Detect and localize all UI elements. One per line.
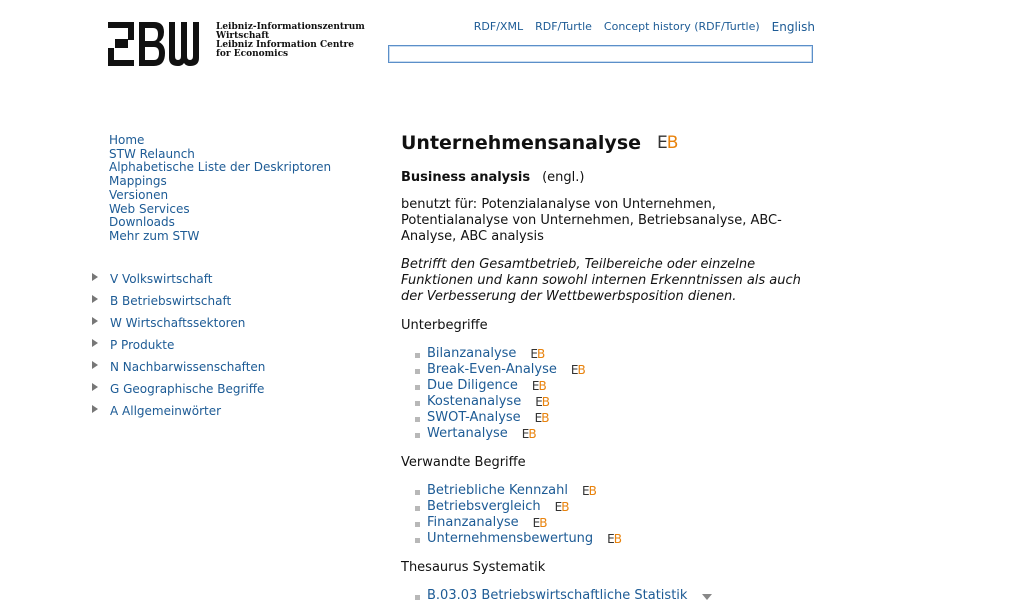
bullet-square-icon bbox=[415, 522, 420, 527]
eb-icon[interactable] bbox=[555, 499, 569, 515]
nav-more-about-stw[interactable]: Mehr zum STW bbox=[109, 228, 200, 243]
bullet-square-icon bbox=[415, 401, 420, 406]
concept-title: Unternehmensanalyse bbox=[401, 132, 642, 154]
eb-icon[interactable] bbox=[535, 394, 549, 410]
list-item bbox=[415, 515, 821, 531]
chevron-down-icon[interactable] bbox=[702, 594, 712, 600]
left-navigation bbox=[109, 134, 349, 244]
narrower-term-link[interactable]: SWOT-Analyse bbox=[427, 410, 521, 425]
eb-icon-b: B bbox=[541, 411, 549, 425]
tree-node-w[interactable] bbox=[92, 312, 352, 334]
list-item bbox=[415, 394, 821, 410]
narrower-terms-list bbox=[415, 346, 821, 442]
eb-icon[interactable] bbox=[522, 426, 536, 442]
tree-node-p[interactable] bbox=[92, 334, 352, 356]
list-item bbox=[415, 410, 821, 426]
expand-triangle-icon[interactable] bbox=[92, 405, 98, 413]
nav-web-services[interactable]: Web Services bbox=[109, 201, 190, 216]
logo-text-line: for Economics bbox=[216, 49, 289, 59]
related-term-link[interactable]: Betriebliche Kennzahl bbox=[427, 483, 568, 498]
top-links bbox=[470, 20, 815, 34]
eb-icon-b: B bbox=[588, 484, 596, 498]
language-english-link[interactable]: English bbox=[771, 20, 815, 34]
scope-note: Betrifft den Gesamtbetrieb, Teilbereiche oder einzelne Funktionen und kann sowohl internen Erkenntnissen als auch der Verbesserung der Wettbewerbsposition dienen. bbox=[401, 257, 801, 304]
list-item bbox=[415, 531, 821, 547]
expand-triangle-icon[interactable] bbox=[92, 295, 98, 303]
eb-icon-b: B bbox=[541, 395, 550, 409]
concept-detail bbox=[401, 130, 821, 604]
eb-icon[interactable] bbox=[571, 362, 585, 378]
nav-versions[interactable]: Versionen bbox=[109, 187, 169, 202]
logo-text-line: Wirtschaft bbox=[216, 31, 270, 41]
eb-icon[interactable] bbox=[530, 346, 544, 362]
eb-icon-e: E bbox=[535, 395, 542, 409]
tree-node-n[interactable] bbox=[92, 356, 352, 378]
eb-icon-e: E bbox=[607, 532, 614, 546]
tree-node-label[interactable]: P Produkte bbox=[110, 338, 175, 352]
nav-home[interactable]: Home bbox=[109, 133, 145, 147]
list-item bbox=[415, 499, 821, 515]
concept-history-link[interactable]: Concept history (RDF/Turtle) bbox=[603, 20, 760, 33]
tree-node-label[interactable]: V Volkswirtschaft bbox=[110, 272, 213, 286]
tree-node-a[interactable] bbox=[92, 400, 352, 422]
bullet-square-icon bbox=[415, 538, 420, 543]
used-for-text: benutzt für: Potenzialanalyse von Unternehmen, Potentialanalyse von Unternehmen, Betriebsanalyse, ABC-Analyse, ABC analysis bbox=[401, 197, 782, 244]
logo-text-line: Leibniz-Informationszentrum bbox=[216, 22, 365, 32]
list-item bbox=[415, 362, 821, 378]
eb-icon-b: B bbox=[538, 379, 546, 393]
eb-icon-b: B bbox=[613, 532, 621, 546]
related-term-link[interactable]: Betriebsvergleich bbox=[427, 499, 541, 514]
narrower-term-link[interactable]: Kostenanalyse bbox=[427, 394, 522, 409]
systematics-heading: Thesaurus Systematik bbox=[401, 560, 546, 575]
eb-icon-e: E bbox=[581, 484, 589, 498]
bullet-square-icon bbox=[415, 369, 420, 374]
eb-icon-e: E bbox=[534, 411, 542, 425]
narrower-term-link[interactable]: Bilanzanalyse bbox=[427, 346, 517, 361]
nav-downloads[interactable]: Downloads bbox=[109, 215, 175, 230]
list-item bbox=[415, 426, 821, 442]
eb-icon[interactable] bbox=[533, 515, 547, 531]
tree-node-label[interactable]: A Allgemeinwörter bbox=[110, 404, 222, 418]
list-item bbox=[415, 378, 821, 394]
eb-icon[interactable] bbox=[607, 531, 621, 547]
zbw-logo[interactable] bbox=[108, 22, 365, 68]
eb-icon-e: E bbox=[554, 500, 562, 514]
english-label-row bbox=[401, 170, 821, 185]
tree-node-v[interactable] bbox=[92, 268, 352, 290]
expand-triangle-icon[interactable] bbox=[92, 317, 98, 325]
eb-icon[interactable] bbox=[532, 378, 546, 394]
eb-icon-e: E bbox=[657, 133, 667, 153]
narrower-term-link[interactable]: Wertanalyse bbox=[427, 426, 508, 441]
nav-alphabetical-list[interactable]: Alphabetische Liste der Deskriptoren bbox=[109, 160, 332, 175]
rdf-turtle-link[interactable]: RDF/Turtle bbox=[535, 20, 592, 33]
page-title bbox=[401, 130, 821, 156]
expand-triangle-icon[interactable] bbox=[92, 361, 98, 369]
expand-triangle-icon[interactable] bbox=[92, 273, 98, 281]
eb-icon-b: B bbox=[537, 347, 545, 361]
bullet-square-icon bbox=[415, 353, 420, 358]
list-item bbox=[415, 346, 821, 362]
bullet-square-icon bbox=[415, 490, 420, 495]
bullet-square-icon bbox=[415, 433, 420, 438]
english-label: Business analysis bbox=[401, 170, 531, 185]
bullet-square-icon bbox=[415, 417, 420, 422]
tree-node-b[interactable] bbox=[92, 290, 352, 312]
bullet-square-icon bbox=[415, 595, 420, 600]
tree-node-label[interactable]: N Nachbarwissenschaften bbox=[110, 360, 266, 374]
expand-triangle-icon[interactable] bbox=[92, 339, 98, 347]
eb-icon-b: B bbox=[666, 133, 678, 153]
nav-stw-relaunch[interactable]: STW Relaunch bbox=[109, 146, 195, 161]
related-terms-heading: Verwandte Begriffe bbox=[401, 455, 526, 470]
eb-icon[interactable] bbox=[535, 410, 549, 426]
systematics-tree bbox=[92, 268, 352, 422]
list-item bbox=[415, 588, 821, 604]
tree-node-label[interactable]: G Geographische Begriffe bbox=[110, 382, 265, 396]
tree-node-label[interactable]: W Wirtschaftssektoren bbox=[110, 316, 246, 330]
eb-icon[interactable] bbox=[582, 483, 596, 499]
tree-node-label[interactable]: B Betriebswirtschaft bbox=[110, 294, 232, 308]
eb-icon-e: E bbox=[570, 363, 578, 377]
systematics-link[interactable]: B.03.03 Betriebswirtschaftliche Statistik bbox=[427, 588, 688, 603]
english-tag: (engl.) bbox=[542, 170, 585, 185]
bullet-square-icon bbox=[415, 385, 420, 390]
narrower-term-link[interactable]: Break-Even-Analyse bbox=[427, 362, 557, 377]
narrower-terms-heading: Unterbegriffe bbox=[401, 318, 488, 333]
eb-icon-b: B bbox=[577, 363, 585, 377]
related-terms-list bbox=[415, 483, 821, 547]
list-item bbox=[415, 483, 821, 499]
eb-icon-e: E bbox=[521, 427, 529, 441]
eb-icon-b: B bbox=[528, 427, 536, 441]
expand-triangle-icon[interactable] bbox=[92, 383, 98, 391]
bullet-square-icon bbox=[415, 506, 420, 511]
search-input[interactable] bbox=[388, 45, 813, 63]
narrower-term-link[interactable]: Due Diligence bbox=[427, 378, 518, 393]
related-term-link[interactable]: Finanzanalyse bbox=[427, 515, 519, 530]
systematics-list bbox=[415, 588, 821, 604]
related-term-link[interactable]: Unternehmensbewertung bbox=[427, 531, 594, 546]
eb-icon-b: B bbox=[539, 516, 547, 530]
eb-icon-e: E bbox=[530, 347, 538, 361]
eb-icon[interactable] bbox=[657, 133, 677, 153]
eb-icon-e: E bbox=[532, 516, 540, 530]
nav-mappings[interactable]: Mappings bbox=[109, 174, 167, 189]
eb-icon-b: B bbox=[561, 500, 569, 514]
logo-text-line: Leibniz Information Centre bbox=[216, 40, 355, 50]
zbw-logo-mark bbox=[108, 22, 208, 66]
tree-node-g[interactable] bbox=[92, 378, 352, 400]
eb-icon-e: E bbox=[531, 379, 539, 393]
zbw-logo-text bbox=[216, 23, 366, 59]
rdf-xml-link[interactable]: RDF/XML bbox=[473, 20, 524, 33]
